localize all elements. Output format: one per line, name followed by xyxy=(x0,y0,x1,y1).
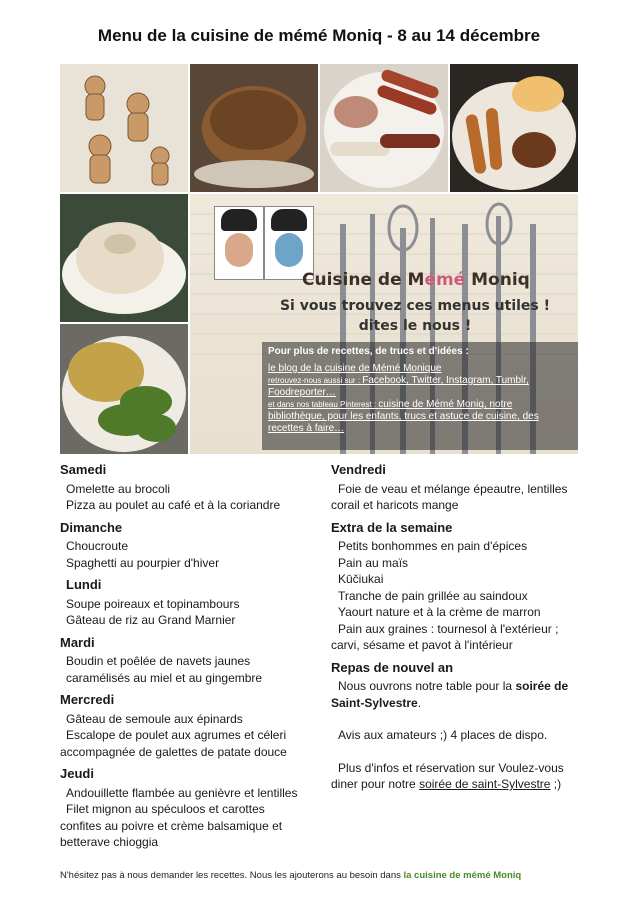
social-links[interactable]: Facebook, Twitter, Instagram, Tumblr, Foodreporter… xyxy=(268,375,529,398)
day-heading: Dimanche xyxy=(60,519,123,535)
menu-item: Pain au maïs xyxy=(338,555,409,570)
blog-banner xyxy=(190,194,578,454)
pinterest-links[interactable]: cuisine de Mémé Moniq, notre bibliothèque, pour les enfants, trucs et astuce de cuisine, des recettes à faire… xyxy=(268,399,539,434)
day-heading: Mardi xyxy=(60,634,95,650)
menu-item: Pizza au poulet au café et à la coriandre xyxy=(66,498,281,512)
menu-item: Omelette au brocoli xyxy=(66,481,171,496)
page-title: Menu de la cuisine de mémé Moniq - 8 au 14 décembre xyxy=(97,26,541,45)
photo-gingerbread xyxy=(60,64,188,192)
nye-paragraph-2: Avis aux amateurs ;) 4 places de dispo. xyxy=(338,728,548,742)
menu-item: Gâteau de riz au Grand Marnier xyxy=(66,613,236,627)
day-section-dimanche xyxy=(60,520,304,572)
menu-item: Gâteau de semoule aux épinards xyxy=(66,711,243,726)
day-heading: Mercredi xyxy=(60,692,115,707)
menu-item: Boudin et poêlée de navets jaunes caramélisés au miel et au gingembre xyxy=(66,654,263,685)
chef-portrait-1 xyxy=(214,206,264,280)
menu-right-column xyxy=(331,462,581,799)
blog-link[interactable]: le blog de la cuisine de Mémé Monique xyxy=(268,363,442,374)
day-section-jeudi xyxy=(60,766,304,851)
photo-collage xyxy=(60,64,578,454)
gingerbread-icon xyxy=(60,64,188,192)
day-heading: Vendredi xyxy=(331,462,386,477)
vegetables-icon xyxy=(450,64,578,192)
photo-omelette xyxy=(60,324,188,454)
nye-paragraph-3: Plus d'infos et réservation sur Voulez-vous diner pour notre soirée de saint-Sylvestre ;) xyxy=(331,760,564,791)
info-heading: Pour plus de recettes, de trucs et d'idées : xyxy=(268,346,469,357)
day-section-mercredi xyxy=(60,692,304,760)
nye-section xyxy=(331,660,581,793)
banner-subtitle: Si vous trouvez ces menus utiles ! dites le nous ! xyxy=(279,298,551,334)
menu-item: Tranche de pain grillée au saindoux xyxy=(338,588,528,603)
menu-item: Choucroute xyxy=(66,539,129,553)
banner-title: Cuisine de Mémé Moniq xyxy=(302,270,530,290)
photo-semolina-cake xyxy=(60,194,188,322)
menu-item: Yaourt nature et à la crème de marron xyxy=(338,605,541,619)
menu-left-column xyxy=(60,462,304,857)
footer-note: N'hésitez pas à nous demander les recettes. Nous les ajouterons au besoin dans la cuisine de mémé Moniq xyxy=(60,870,522,881)
day-section-vendredi xyxy=(331,462,581,514)
menu-item: Soupe poireaux et topinambours xyxy=(66,596,240,611)
nye-heading: Repas de nouvel an xyxy=(331,659,454,675)
day-heading: Samedi xyxy=(60,462,107,477)
day-section-lundi xyxy=(60,577,304,629)
menu-item: Foie de veau et mélange épeautre, lentilles corail et haricots mange xyxy=(331,481,568,512)
menu-item: Spaghetti au pourpier d'hiver xyxy=(66,555,220,570)
chef-portrait-2 xyxy=(264,206,314,280)
omelette-icon xyxy=(60,324,188,454)
menu-item: Filet mignon au spéculoos et carottes confites au poivre et crème balsamique et betterave chioggia xyxy=(60,802,283,849)
footer-link[interactable]: la cuisine de mémé Moniq xyxy=(403,870,522,881)
menu-item: Andouillette flambée au genièvre et lentilles xyxy=(66,785,298,800)
photo-bread xyxy=(190,64,318,192)
day-heading: Extra de la semaine xyxy=(331,519,453,535)
menu-item: Kūčiukai xyxy=(338,572,384,586)
bread-icon xyxy=(190,64,318,192)
extra-section xyxy=(331,520,581,654)
cake-icon xyxy=(60,194,188,322)
photo-vegetables xyxy=(450,64,578,192)
day-heading: Lundi xyxy=(66,577,102,592)
photo-choucroute xyxy=(320,64,448,192)
nye-link[interactable]: soirée de saint-Sylvestre xyxy=(419,777,551,791)
menu-item: Petits bonhommes en pain d'épices xyxy=(338,539,528,553)
day-section-samedi xyxy=(60,462,304,514)
banner-info-box xyxy=(262,342,578,450)
nye-paragraph-1: Nous ouvrons notre table pour la soirée de Saint-Sylvestre. xyxy=(331,679,569,710)
day-heading: Jeudi xyxy=(60,766,94,781)
menu-item: Pain aux graines : tournesol à l'extérieur ; carvi, sésame et pavot à l'intérieur xyxy=(331,621,559,652)
choucroute-icon xyxy=(320,64,448,192)
info-body: le blog de la cuisine de Mémé Monique retrouvez-nous aussi sur : Facebook, Twitter, Instagram, Tumblr, Foodreporter… et dans nos tableau Pinterest : cuisine de Mémé Moniq, notre bibliothèque, pour les enfants, trucs et astuce de cuisine, des recettes à faire… xyxy=(268,363,539,434)
menu-item: Escalope de poulet aux agrumes et céleri accompagnée de galettes de patate douce xyxy=(60,728,287,759)
day-section-mardi xyxy=(60,635,304,687)
